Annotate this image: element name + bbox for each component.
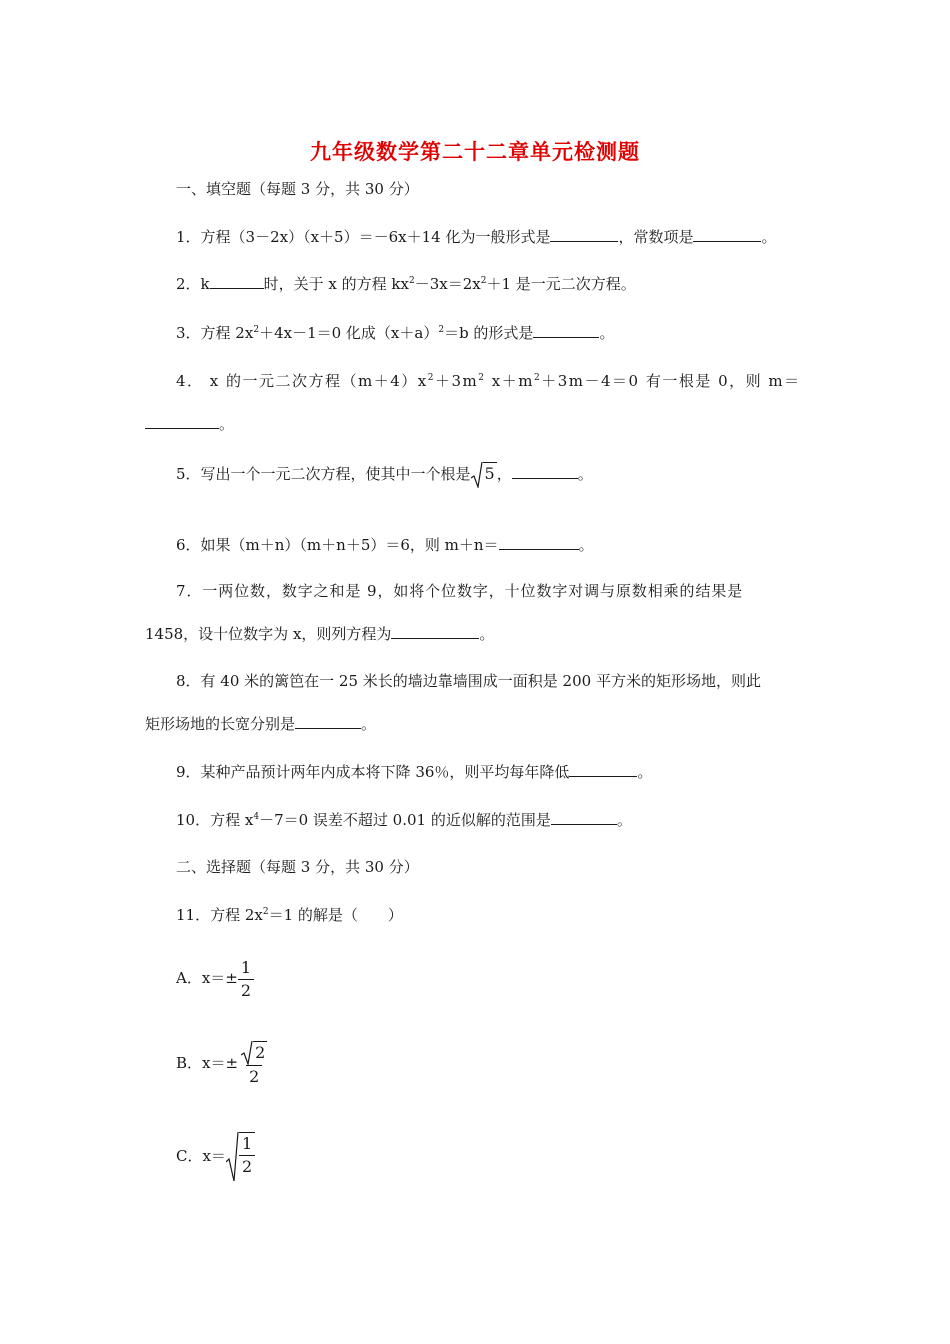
option-b-label: B．x＝± (176, 1054, 239, 1072)
question-2-text-d: ＋1 是一元二次方程。 (486, 275, 636, 293)
exponent: 2 (438, 325, 445, 335)
option-a-label: A．x＝± (176, 969, 238, 987)
radicand: 5 (483, 462, 497, 488)
question-6-text-b: 。 (578, 536, 594, 554)
question-3 (176, 322, 614, 344)
question-7-text-a: 7．一两位数，数字之和是 9，如将个位数字，十位数字对调与原数相乘的结果是 (176, 582, 744, 600)
question-7 (176, 580, 743, 602)
page-title: 九年级数学第二十二章单元检测题 (310, 139, 640, 164)
denominator: 2 (246, 1065, 262, 1088)
question-6-text-a: 6．如果（m＋n）（m＋n＋5）＝6，则 m＋n＝ (176, 536, 499, 554)
exponent: 2 (480, 276, 487, 286)
exponent: 2 (262, 907, 269, 917)
question-4-text-c: x＋m (485, 372, 534, 390)
numerator: 1 (240, 957, 252, 977)
numerator: 1 (241, 1134, 253, 1153)
question-11-text-a: 11．方程 2x (176, 906, 263, 924)
question-3-text-c: ＝b 的形式是 (444, 324, 534, 342)
question-3-text-b: ＋4x－1＝0 化成（x＋a） (259, 324, 439, 342)
option-c-label: C．x＝ (176, 1147, 226, 1165)
question-10 (176, 809, 632, 831)
question-5-text-c: 。 (577, 465, 593, 483)
question-9-text-b: 。 (637, 763, 653, 781)
denominator: 2 (239, 1155, 255, 1178)
answer-blank (391, 624, 479, 639)
question-3-text-d: 。 (599, 324, 615, 342)
question-4-text-d: ＋3m－4＝0 有一根是 0，则 m＝ (541, 372, 801, 390)
answer-blank (550, 227, 618, 242)
fraction (239, 1132, 255, 1182)
exponent: 2 (478, 373, 486, 383)
question-3-text-a: 3．方程 2x (176, 324, 254, 342)
square-root (226, 1132, 255, 1182)
question-1 (176, 226, 776, 248)
exponent: 2 (408, 276, 415, 286)
question-5-text-b: ， (496, 465, 512, 483)
question-10-text-c: 。 (616, 811, 632, 829)
question-10-text-a: 10．方程 x (176, 811, 254, 829)
question-2-text-b: 时，关于 x 的方程 kx (263, 275, 409, 293)
question-7-text-c: 。 (479, 625, 495, 643)
square-root (471, 462, 497, 488)
answer-blank (145, 414, 219, 429)
radical-sign (471, 462, 483, 488)
denominator: 2 (238, 979, 254, 1002)
square-root (241, 1041, 267, 1065)
answer-blank (295, 714, 361, 729)
radical-sign (241, 1041, 253, 1065)
exponent: 2 (427, 373, 436, 383)
question-1-text-a: 1．方程（3－2x）（x＋5）＝－6x＋14 化为一般形式是 (176, 228, 551, 246)
fraction (238, 1041, 270, 1088)
question-7-continued (145, 623, 494, 645)
question-8-text-a: 8．有 40 米的篱笆在一 25 米长的墙边靠墙围成一面积是 200 平方米的矩形场地，则此 (176, 672, 761, 690)
answer-blank (512, 464, 578, 479)
option-a (176, 954, 254, 1002)
section-heading-multiple-choice: 二、选择题（每题 3 分，共 30 分） (176, 858, 419, 876)
question-5-text-a: 5．写出一个一元二次方程，使其中一个根是 (176, 465, 471, 483)
question-4-text-e: 。 (219, 415, 235, 433)
answer-blank (551, 810, 617, 825)
question-1-text-b: ，常数项是 (618, 228, 694, 246)
fraction (238, 957, 254, 1002)
question-4-text-b: ＋3m (435, 372, 479, 390)
question-1-text-c: 。 (761, 228, 777, 246)
answer-blank (569, 762, 637, 777)
question-4-text-a: 4． x 的一元二次方程（m＋4）x (176, 372, 428, 390)
option-c (176, 1130, 255, 1182)
question-5 (176, 462, 593, 488)
question-8-text-c: 。 (361, 715, 377, 733)
numerator (238, 1041, 270, 1065)
answer-blank (693, 227, 761, 242)
question-9 (176, 761, 652, 783)
question-11 (176, 904, 403, 926)
answer-blank (533, 323, 599, 338)
question-8-continued (145, 713, 376, 735)
option-b (176, 1038, 270, 1088)
question-7-text-b: 1458，设十位数字为 x，则列方程为 (145, 625, 392, 643)
question-4 (176, 370, 801, 392)
radicand: 2 (253, 1041, 267, 1065)
exponent: 2 (533, 373, 542, 383)
answer-blank (210, 274, 264, 289)
exponent: 2 (253, 325, 260, 335)
section-heading-fill-in: 一、填空题（每题 3 分，共 30 分） (176, 180, 419, 198)
radical-sign (226, 1132, 239, 1182)
question-11-text-b: ＝1 的解是（ ） (268, 906, 403, 924)
answer-blank (499, 535, 579, 550)
question-2-text-a: 2．k (176, 275, 210, 293)
exponent: 4 (253, 812, 260, 822)
question-2-text-c: －3x＝2x (414, 275, 481, 293)
question-8-text-b: 矩形场地的长宽分别是 (145, 715, 296, 733)
question-6 (176, 534, 594, 556)
question-2 (176, 273, 636, 295)
question-8 (176, 670, 761, 692)
question-4-continued (145, 413, 234, 435)
question-10-text-b: －7＝0 误差不超过 0.01 的近似解的范围是 (259, 811, 551, 829)
question-9-text-a: 9．某种产品预计两年内成本将下降 36％，则平均每年降低 (176, 763, 570, 781)
